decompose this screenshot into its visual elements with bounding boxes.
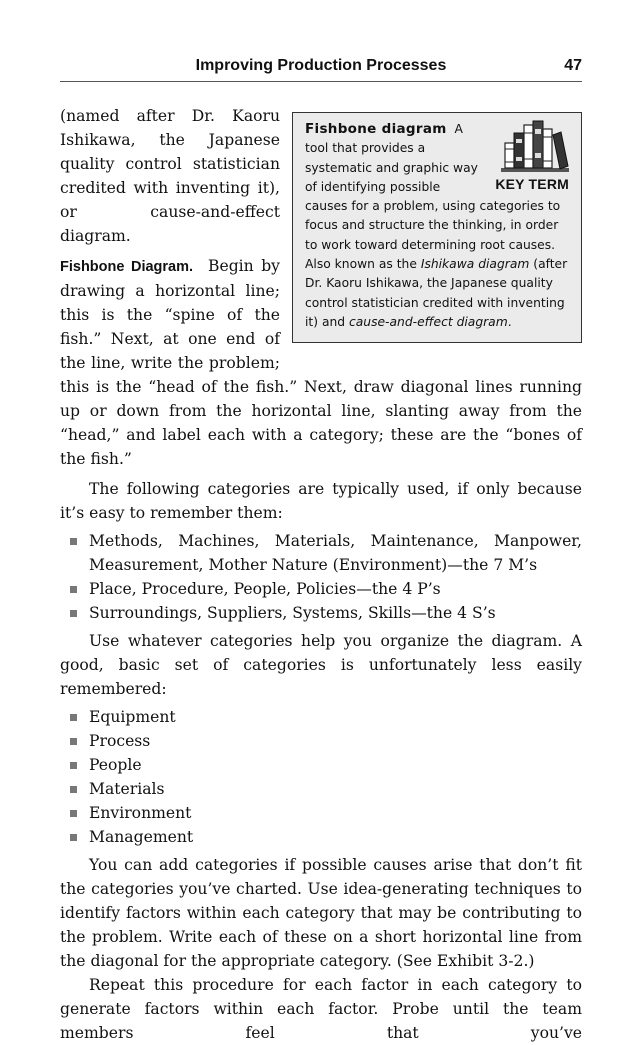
paragraph-add-categories: You can add categories if possible causes arise that don’t fit the categories you’ve charted. Use idea-generating techniques to identify factors within each category that may be contributing to the problem. Write each of these on a short horizontal line from the diagonal for the appropriate category. (See Exhibit 3-2.): [60, 856, 582, 970]
list-item: [60, 753, 582, 777]
key-term-word: Fishbone diagram: [305, 121, 447, 137]
key-term-label: KEY TERM: [495, 176, 569, 192]
paragraph-fishbone-text: Begin by drawing a horizontal line; this is the “spine of the fish.” Next, at one end of the line, write the problem; this is the “head of the fish.” Next, draw diagonal lines running up or down from the horizontal line, slanting away from the “head,” and label each with a category; these are the “bones of the fish.”: [60, 257, 582, 468]
square-bullet-icon: [70, 738, 77, 745]
list-item: [60, 601, 582, 625]
list-item-text: Place, Procedure, People, Policies—the 4 P’s: [89, 580, 441, 598]
list-item: [60, 529, 582, 577]
list-item-text: People: [89, 756, 142, 774]
square-bullet-icon: [70, 834, 77, 841]
list-item: [60, 777, 582, 801]
category-list-basic: [60, 705, 582, 849]
alt-name-ishikawa: Ishikawa diagram: [420, 257, 530, 272]
square-bullet-icon: [70, 714, 77, 721]
key-term-sidebar: [292, 112, 582, 343]
list-item: [60, 705, 582, 729]
list-item-text: Process: [89, 732, 151, 750]
list-item-text: Surroundings, Suppliers, Systems, Skills—the 4 S’s: [89, 604, 496, 622]
list-item: [60, 577, 582, 601]
square-bullet-icon: [70, 586, 77, 593]
square-bullet-icon: [70, 538, 77, 545]
page-body: [60, 104, 582, 1045]
square-bullet-icon: [70, 762, 77, 769]
square-bullet-icon: [70, 610, 77, 617]
list-item: [60, 825, 582, 849]
page-number: 47: [564, 57, 582, 74]
paragraph-intro: (named after Dr. Kaoru Ishikawa, the Japanese quality control statistician credited with inventing it), or cause-and-effect diagram.: [60, 107, 280, 245]
alt-name-cause-effect: cause-and-effect diagram: [349, 314, 508, 329]
list-item-text: Materials: [89, 780, 165, 798]
definition-mid: (after Dr. Kaoru Ishikawa, the Japanese quality control statistician credited with inventing it) and: [305, 257, 568, 329]
square-bullet-icon: [70, 786, 77, 793]
list-item: [60, 801, 582, 825]
list-item-text: Equipment: [89, 708, 176, 726]
list-item: [60, 729, 582, 753]
books-icon: [499, 119, 571, 175]
running-header: [60, 55, 582, 82]
list-item-text: Environment: [89, 804, 192, 822]
list-item-text: Methods, Machines, Materials, Maintenance, Manpower, Measurement, Mother Nature (Environment)—the 7 M’s: [89, 532, 582, 574]
paragraph-basic-set: Use whatever categories help you organize the diagram. A good, basic set of categories is unfortunately less easily remembered:: [60, 632, 582, 698]
running-title: Improving Production Processes: [195, 57, 447, 74]
category-list-mnemonic: [60, 529, 582, 625]
section-subhead: Fishbone Diagram.: [60, 259, 194, 275]
definition-end: .: [507, 314, 512, 329]
paragraph-repeat: Repeat this procedure for each factor in each category to generate factors within each factor. Probe until the team members feel that you’ve: [60, 976, 582, 1042]
square-bullet-icon: [70, 810, 77, 817]
list-item-text: Management: [89, 828, 194, 846]
definition-lead: A tool that provides a systematic and graphic way of identifying possible causes for a problem, using categories to focus and structure the thinking, in order to work toward determining root causes. Also known as the: [305, 122, 561, 272]
paragraph-categories: The following categories are typically used, if only because it’s easy to remember them:: [60, 480, 582, 522]
